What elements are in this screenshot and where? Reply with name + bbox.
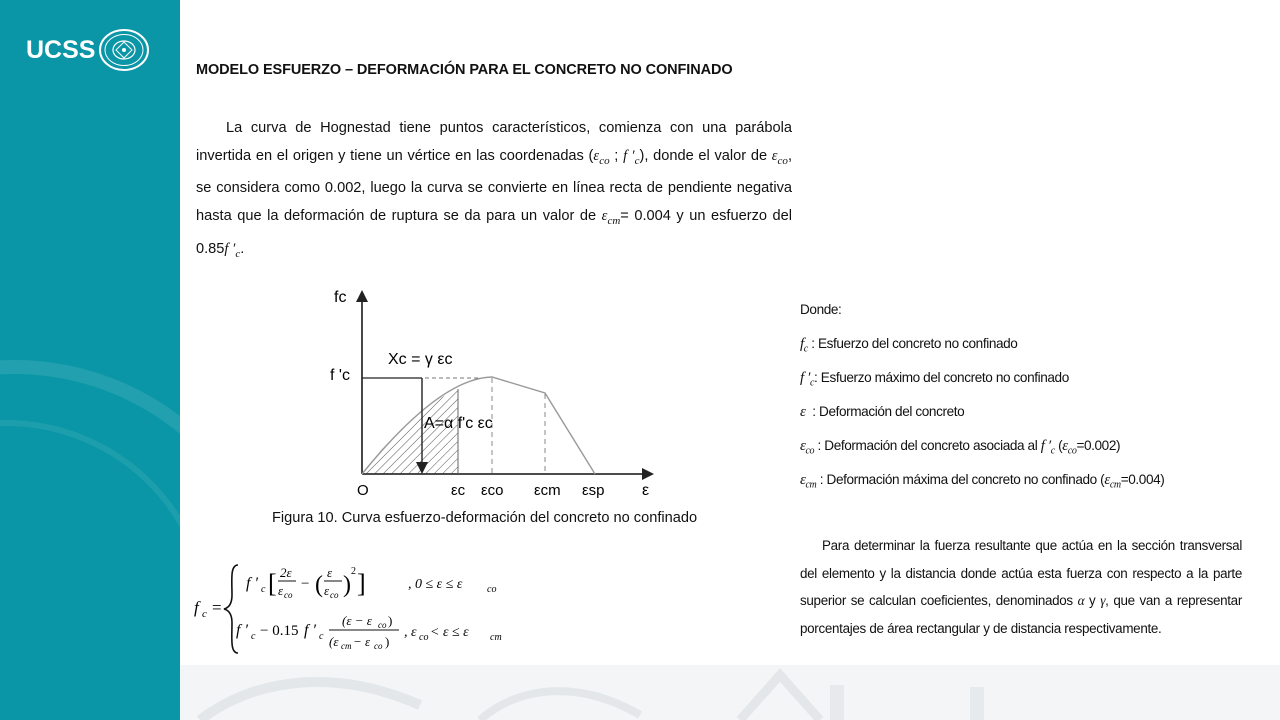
coefficients-paragraph <box>800 532 1242 642</box>
formula-term: ) <box>388 613 393 628</box>
math-eps: ε <box>593 147 600 164</box>
formula-term: − 0.15 <box>260 623 299 639</box>
formula-term: f ′ <box>236 622 248 639</box>
definition-text: : Esfuerzo del concreto no confinado <box>807 336 1018 351</box>
formula-cond-2-mid: < ε ≤ ε <box>430 625 469 640</box>
definition-text: =0.002) <box>1076 438 1121 453</box>
formula-term: co <box>378 620 387 630</box>
math-fc: f ′ <box>623 147 635 164</box>
y-axis-arrow-icon <box>356 290 368 302</box>
math-sub: c <box>634 154 640 167</box>
math-alpha: α <box>1077 593 1085 609</box>
tick-ec: εc <box>451 482 466 499</box>
definition-item <box>800 364 1164 398</box>
formula-brace <box>224 565 238 653</box>
x-axis-label: ε <box>642 482 650 499</box>
sidebar-band <box>0 0 180 720</box>
paragraph-text: ), donde el valor de <box>639 147 772 164</box>
tick-esp: εsp <box>582 482 605 499</box>
math-gamma: γ <box>1100 593 1106 609</box>
paragraph-text: , se considera como 0.002, luego la curva se convierte en línea recta de pendiente negativa hasta que la deformación de ruptura se da para un valor de <box>196 147 792 225</box>
definition-item <box>800 466 1164 500</box>
definition-symbol: ε <box>1062 438 1068 454</box>
formula-term: (ε − ε <box>342 613 372 628</box>
xc-label: Xc = γ εc <box>388 351 453 368</box>
paragraph-text: . <box>240 240 245 257</box>
formula-bracket: ] <box>357 569 366 598</box>
paragraph-text: Para determinar la fuerza resultante que actúa en la sección transversal del elemento y la distancia donde actúa esta fuerza con respecto a la parte superior se calculan coeficientes, denominados <box>800 538 1242 609</box>
formula-term: ε <box>324 583 330 598</box>
definition-symbol-sub: c <box>1050 445 1055 457</box>
formula-equals: = <box>212 598 222 617</box>
formula-term: 2ε <box>280 565 292 580</box>
definition-symbol: f ′ <box>1040 438 1051 454</box>
definition-symbol-sub: c <box>810 377 815 389</box>
origin-label: O <box>357 482 369 499</box>
definitions-heading: Donde: <box>800 302 842 317</box>
area-label: A=α f'c εc <box>424 415 493 432</box>
formula-term: ε <box>327 565 333 580</box>
fpc-label: f 'c <box>330 367 350 384</box>
figure-caption: Figura 10. Curva esfuerzo-deformación del concreto no confinado <box>272 510 698 526</box>
formula-term: c <box>251 631 256 642</box>
definition-symbol: f <box>800 336 804 352</box>
definition-text: =0.004) <box>1120 472 1165 487</box>
formula-term: 2 <box>351 566 356 577</box>
paragraph-text: y <box>1084 593 1101 609</box>
paragraph-text: La curva de Hognestad tiene puntos característicos, comienza con una parábola invertida en el origen y tiene un vértice en las coordenadas ( <box>196 120 792 164</box>
formula-term: co <box>284 590 293 600</box>
definition-symbol: ε <box>800 438 806 454</box>
page-title: MODELO ESFUERZO – DEFORMACIÓN PARA EL CONCRETO NO CONFINADO <box>196 62 733 78</box>
tick-eco: εco <box>481 482 504 499</box>
definition-symbol-sub: cm <box>1109 479 1121 491</box>
definition-symbol-sub: cm <box>805 479 817 491</box>
y-axis-label: fc <box>334 289 347 306</box>
definition-symbol: ε <box>1104 472 1110 488</box>
paragraph-text: ; <box>609 147 624 164</box>
definition-text: : Deformación del concreto <box>805 404 965 419</box>
formula-term: c <box>319 631 324 642</box>
definition-text: ( <box>1054 438 1063 453</box>
formula-paren: ( <box>315 572 323 598</box>
definition-symbol-sub: c <box>803 343 808 355</box>
math-eps: ε <box>601 208 608 225</box>
definition-text: : Deformación máxima del concreto no confinado ( <box>816 472 1105 487</box>
formula-bracket: [ <box>268 569 277 598</box>
definition-symbol: ε <box>800 404 806 420</box>
formula-term: c <box>261 584 266 595</box>
formula-term: co <box>330 590 339 600</box>
formula-paren: ) <box>343 572 351 598</box>
definition-item <box>800 398 1164 432</box>
definition-text: : Deformación del concreto asociada al <box>814 438 1041 453</box>
formula-term: f ′ <box>246 575 258 592</box>
logo-text: UCSS <box>26 35 96 64</box>
math-eps: ε <box>771 147 778 164</box>
formula-term: ) <box>385 634 390 649</box>
definition-symbol: ε <box>800 472 806 488</box>
intro-paragraph <box>196 115 792 268</box>
math-sub: cm <box>607 214 621 227</box>
x-axis-arrow-icon <box>642 468 654 480</box>
university-seal-icon <box>98 28 150 72</box>
stress-strain-figure <box>320 282 670 504</box>
definition-symbol-sub: co <box>805 445 815 457</box>
formula-term: − <box>301 576 310 592</box>
bottom-watermark-band <box>180 665 1280 720</box>
formula-term: f ′ <box>304 622 316 639</box>
math-sub: c <box>235 247 241 260</box>
definition-item <box>800 330 1164 364</box>
definition-item <box>800 432 1164 466</box>
formula-cond-2-sub: cm <box>490 632 502 643</box>
formula-cond-1-sub: co <box>487 584 497 595</box>
symbol-definitions <box>800 296 1164 500</box>
math-sub: co <box>777 154 788 167</box>
formula-cond-1: , 0 ≤ ε ≤ ε <box>408 577 463 592</box>
definition-symbol: f ′ <box>800 370 810 386</box>
formula-term: co <box>374 641 383 651</box>
paragraph-text: = 0.004 y un esfuerzo del 0.85 <box>196 208 793 257</box>
formula-term: (ε <box>329 634 339 649</box>
formula-lhs: f <box>194 598 199 617</box>
formula-term: − ε <box>353 634 371 649</box>
hognestad-formula <box>192 560 522 660</box>
math-sub: co <box>599 154 610 167</box>
formula-lhs-sub: c <box>202 608 207 620</box>
definition-symbol-sub: co <box>1067 445 1077 457</box>
paragraph-text: , que van a representar porcentajes de área rectangular y de distancia respectivamente. <box>800 593 1242 636</box>
ucss-logo <box>26 28 150 72</box>
formula-term: ε <box>278 583 284 598</box>
formula-cond-2: , ε <box>404 625 417 640</box>
formula-cond-2-sub: co <box>419 632 429 643</box>
math-fc: f ′ <box>224 240 236 257</box>
tick-ecm: εcm <box>534 482 561 499</box>
watermark-pattern <box>180 665 1280 720</box>
formula-term: cm <box>341 641 352 651</box>
definition-text: : Esfuerzo máximo del concreto no confinado <box>814 370 1069 385</box>
